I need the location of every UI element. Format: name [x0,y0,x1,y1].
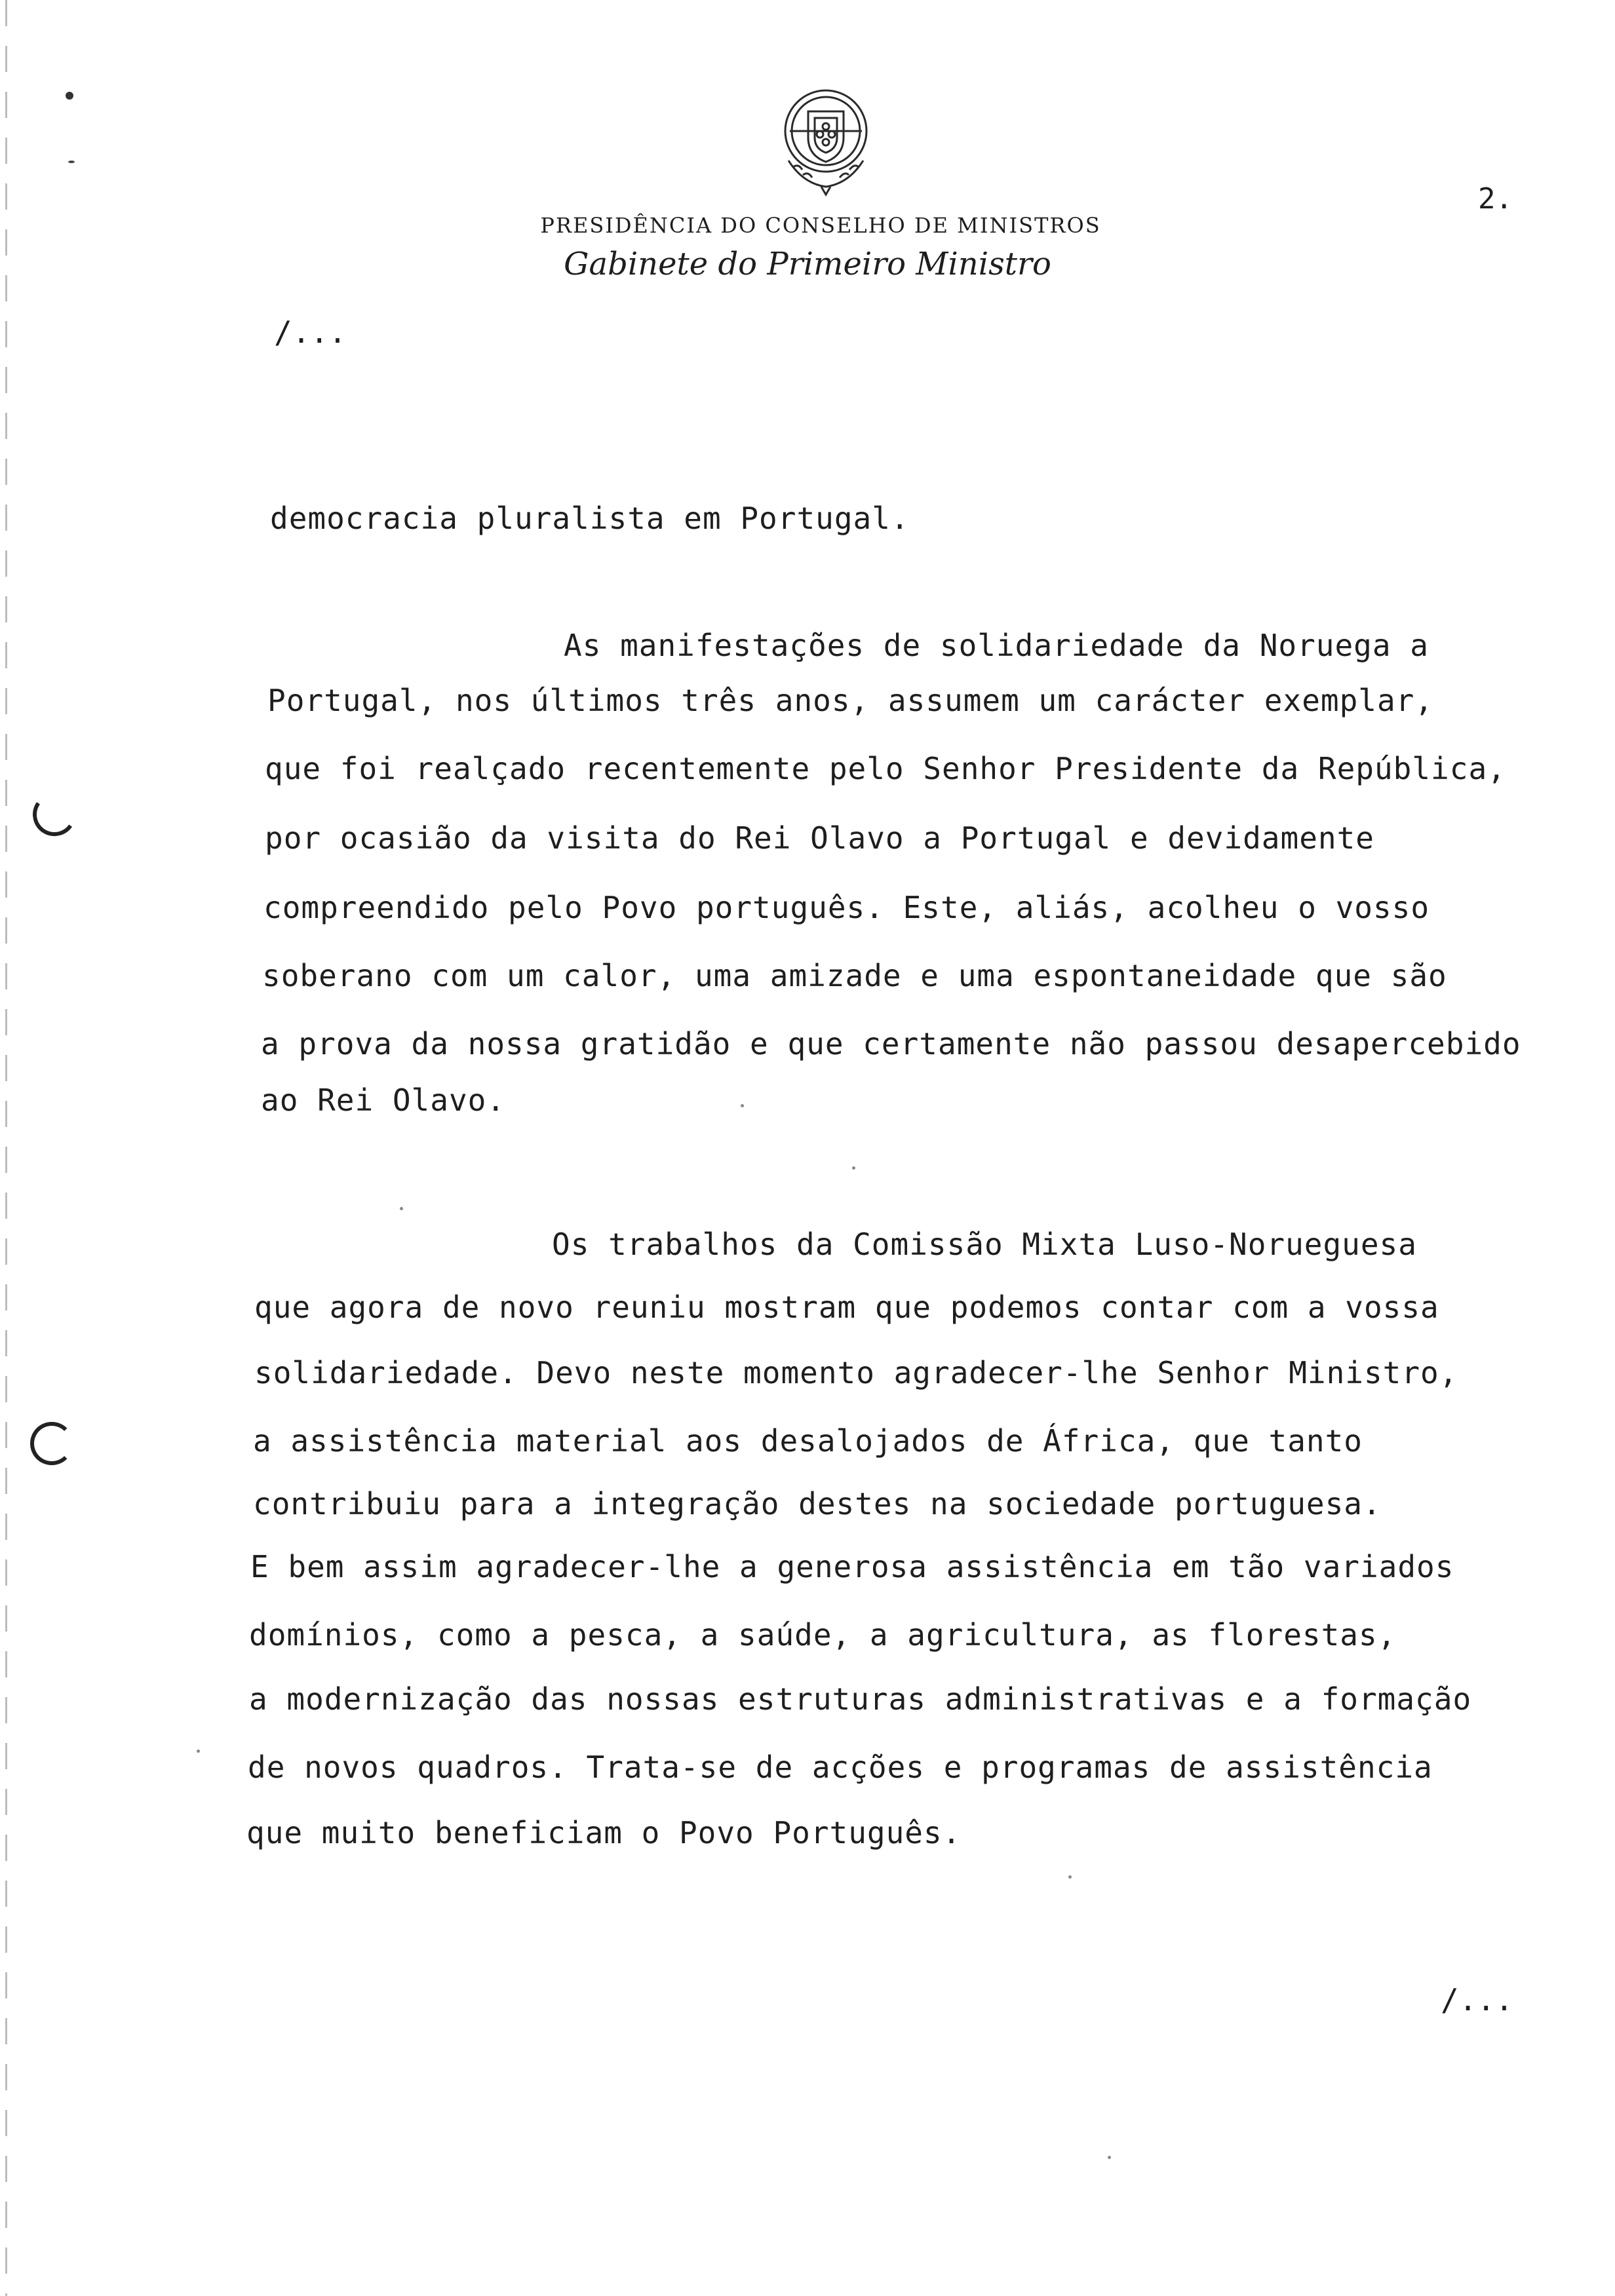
scan-speck [68,161,75,163]
body-line: que foi realçado recentemente pelo Senhor Presidente da República, [265,751,1506,786]
scan-speck [197,1750,200,1753]
body-line: ao Rei Olavo. [261,1082,506,1118]
body-line: soberano com um calor, uma amizade e uma espontaneidade que são [262,958,1447,993]
body-line: a assistência material aos desalojados de África, que tanto [253,1423,1363,1459]
body-line: domínios, como a pesca, a saúde, a agricultura, as florestas, [249,1617,1397,1653]
body-line: que muito beneficiam o Povo Português. [246,1815,962,1850]
scan-speck [1068,1875,1072,1879]
body-line: por ocasião da visita do Rei Olavo a Portugal e devidamente [265,820,1374,856]
continuation-mark-top: /... [274,315,347,350]
body-line: a modernização das nossas estruturas administrativas e a formação [249,1681,1472,1717]
page-number: 2. [1478,182,1513,216]
body-line: de novos quadros. Trata-se de acções e programas de assistência [248,1750,1433,1785]
body-line: solidariedade. Devo neste momento agradecer-lhe Senhor Ministro, [254,1355,1458,1390]
scan-speck [741,1104,744,1107]
letterhead-title: PRESIDÊNCIA DO CONSELHO DE MINISTROS [540,213,1101,238]
body-line: Portugal, nos últimos três anos, assumem um carácter exemplar, [267,683,1434,718]
body-line: contribuiu para a integração destes na sociedade portuguesa. [253,1486,1382,1521]
continuation-mark-bottom: /... [1441,1982,1513,2018]
scan-speck [1108,2156,1111,2159]
office-subtitle: Gabinete do Primeiro Ministro [564,246,1051,282]
body-line: E bem assim agradecer-lhe a generosa assistência em tão variados [250,1549,1454,1584]
body-line: compreendido pelo Povo português. Este, aliás, acolheu o vosso [263,890,1430,925]
body-line: Os trabalhos da Comissão Mixta Luso-Norueguesa [552,1227,1417,1262]
body-line: democracia pluralista em Portugal. [270,501,910,536]
scan-speck [400,1207,403,1210]
margin-mark [30,1422,73,1465]
body-line: que agora de novo reuniu mostram que podemos contar com a vossa [254,1290,1439,1325]
body-line: As manifestações de solidariedade da Noruega a [564,628,1429,663]
scan-speck [66,92,73,100]
body-line: a prova da nossa gratidão e que certamente não passou desapercebido [261,1026,1521,1062]
scan-speck [852,1166,855,1170]
